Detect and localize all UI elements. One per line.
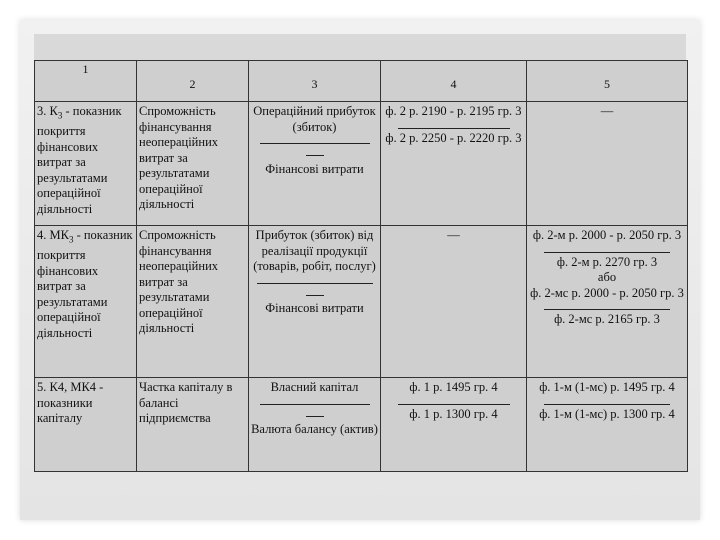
header-cell-3: 3 (249, 61, 381, 102)
fraction-line (398, 398, 510, 405)
economic-content-cell: Частка капіталу в балансі підприємства (137, 378, 249, 472)
table-header-row (35, 61, 688, 102)
empty-dash: — (600, 104, 614, 118)
fraction-dash (251, 146, 378, 162)
fraction-line (398, 122, 510, 129)
indicator-subscript: 3 (57, 110, 63, 121)
numerator-ref-alt: ф. 2-мс р. 2000 - р. 2050 гр. 3 (530, 285, 684, 300)
small-form-ref-cell (527, 102, 688, 226)
indicator-name-rest: - показник покриття фінансових витрат за результатами операційної діяльності (37, 104, 122, 216)
numerator-ref: ф. 1-м (1-мс) р. 1495 гр. 4 (539, 380, 675, 394)
indicator-subscript: 3 (68, 234, 74, 245)
header-cell-5: 5 (527, 61, 688, 102)
denominator-text: Фінансові витрати (265, 301, 364, 315)
denominator-ref: ф. 1-м (1-мс) р. 1300 гр. 4 (539, 406, 675, 421)
form-ref-cell (381, 378, 527, 472)
indicator-name-cell: 5. К4, МК4 - показники капіталу (35, 378, 137, 472)
indicator-name-rest: - показник покриття фінансових витрат за результатами операційної діяльності (37, 228, 133, 340)
denominator-text: Валюта балансу (актив) (251, 422, 378, 436)
formula-cell (249, 378, 381, 472)
table-row (35, 102, 688, 226)
fraction-line (544, 303, 670, 310)
denominator-ref: ф. 2 р. 2250 - р. 2220 гр. 3 (385, 130, 522, 145)
small-form-ref-cell (527, 226, 688, 378)
numerator-ref: ф. 1 р. 1495 гр. 4 (409, 380, 498, 394)
denominator-ref: ф. 2-м р. 2270 гр. 3 (556, 254, 658, 269)
denominator-ref-alt: ф. 2-мс р. 2165 гр. 3 (554, 312, 660, 326)
indicator-name-cell (35, 226, 137, 378)
fraction-line (544, 246, 670, 253)
economic-content-cell: Спроможність фінансування неопераційних витрат за результатами операційної діяльності (137, 102, 249, 226)
header-cell-4: 4 (381, 61, 527, 102)
economic-content-cell: Спроможність фінансування неопераційних витрат за результатами операційної діяльності (137, 226, 249, 378)
small-form-ref-cell (527, 378, 688, 472)
form-ref-cell (381, 102, 527, 226)
header-cell-2: 2 (137, 61, 249, 102)
numerator-text: Операційний прибуток (збиток) (253, 104, 376, 134)
indicators-table (34, 60, 688, 472)
indicator-name-cell (35, 102, 137, 226)
denominator-ref: ф. 1 р. 1300 гр. 4 (409, 406, 498, 421)
table-row (35, 226, 688, 378)
denominator-text: Фінансові витрати (265, 161, 364, 176)
header-cell-1: 1 (35, 61, 137, 102)
numerator-ref: ф. 2-м р. 2000 - р. 2050 гр. 3 (532, 228, 682, 242)
numerator-ref: ф. 2 р. 2190 - р. 2195 гр. 3 (385, 104, 522, 118)
fraction-line (260, 137, 370, 144)
empty-dash: — (447, 228, 460, 242)
indicator-name-prefix: 4. МК (37, 228, 69, 242)
fraction-line (260, 398, 370, 405)
formula-cell (249, 226, 381, 378)
numerator-text: Прибуток (збиток) від реалізації продукції (товарів, робіт, послуг) (253, 228, 376, 273)
table-row (35, 378, 688, 472)
fraction-dash (251, 407, 378, 423)
or-text: або (597, 270, 617, 284)
numerator-text: Власний капітал (270, 380, 359, 394)
fraction-dash (251, 286, 378, 302)
fraction-line (544, 398, 670, 405)
form-ref-cell (381, 226, 527, 378)
formula-cell (249, 102, 381, 226)
slide-top-band (34, 34, 686, 60)
indicator-name-prefix: 3. К (37, 104, 58, 118)
fraction-line (257, 277, 373, 284)
